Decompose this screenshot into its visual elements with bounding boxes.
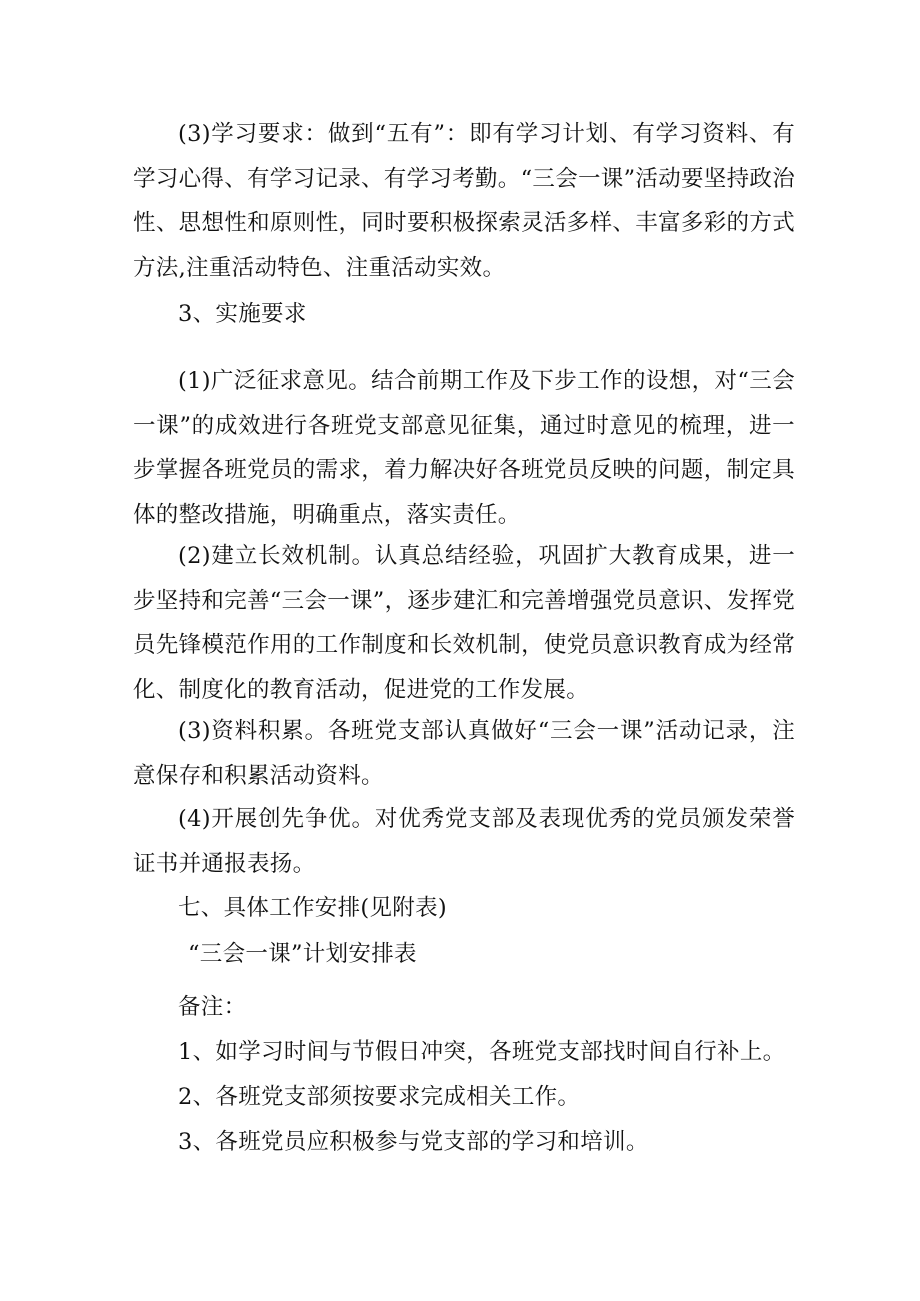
- paragraph-data-accumulation: (3)资料积累。各班党支部认真做好“三会一课”活动记录，注意保存和积累活动资料。: [133, 718, 795, 789]
- schedule-table-title: “三会一课”计划安排表: [188, 941, 417, 967]
- paragraph-long-term-mechanism: (2)建立长效机制。认真总结经验，巩固扩大教育成果，进一步坚持和完善“三会一课”，逐步建汇和完善增强党员意识、发挥党员先锋模范作用的工作制度和长效机制，使党员意识教育成为经常化、制度化的教育活动，促进党的工作发展。: [133, 543, 796, 703]
- note-item-3: 3、各班党员应积极参与党支部的学习和培训。: [178, 1129, 649, 1155]
- heading-implementation-requirements: 3、实施要求: [178, 301, 307, 327]
- paragraph-excellence-competition: (4)开展创先争优。对优秀党支部及表现优秀的党员颁发荣誉证书并通报表扬。: [133, 806, 795, 877]
- note-item-1: 1、如学习时间与节假日冲突，各班党支部找时间自行补上。: [178, 1039, 786, 1065]
- paragraph-collect-opinions: (1)广泛征求意见。结合前期工作及下步工作的设想，对“三会一课”的成效进行各班党支部意见征集，通过时意见的梳理，进一步掌握各班党员的需求，着力解决好各班党员反映的问题，制定具体的整改措施，明确重点，落实责任。: [133, 368, 795, 528]
- paragraph-study-requirements: (3)学习要求：做到“五有”：即有学习计划、有学习资料、有学习心得、有学习记录、有学习考勤。“三会一课”活动要坚持政治性、思想性和原则性，同时要积极探索灵活多样、丰富多彩的方式方法,注重活动特色、注重活动实效。: [133, 121, 796, 281]
- note-item-2: 2、各班党支部须按要求完成相关工作。: [178, 1084, 581, 1110]
- heading-work-arrangement: 七、具体工作安排(见附表): [178, 895, 447, 921]
- notes-label: 备注：: [178, 994, 247, 1020]
